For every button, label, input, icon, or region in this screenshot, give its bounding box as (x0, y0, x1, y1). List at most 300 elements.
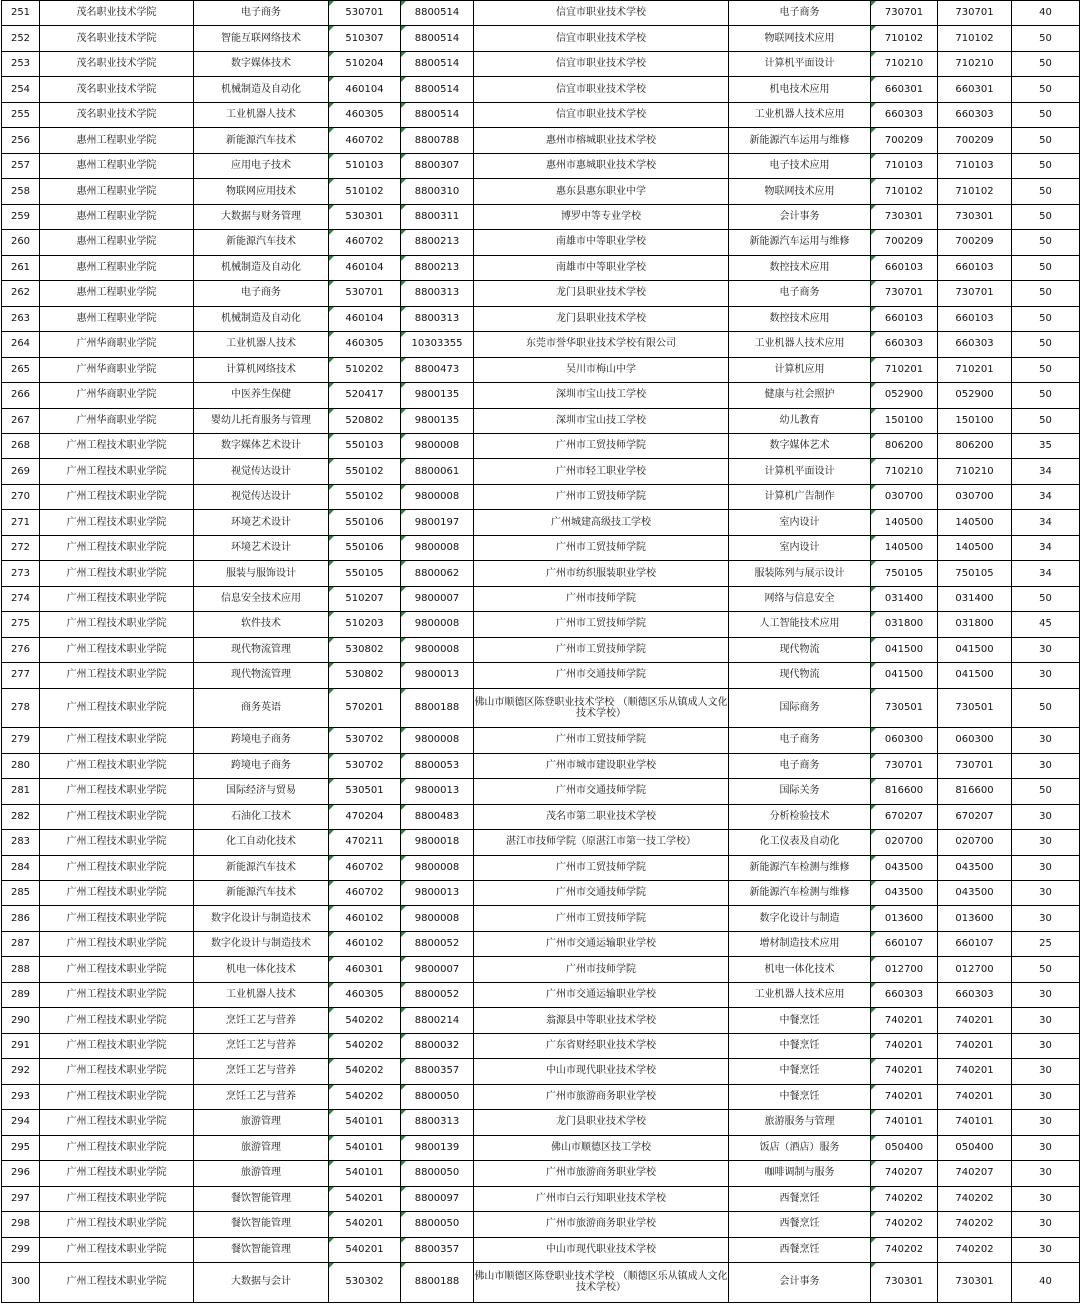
college-name: 惠州工程职业学院 (40, 204, 194, 229)
school-major-code-alt: 060300 (938, 728, 1012, 753)
plan-count: 40 (1012, 1263, 1080, 1303)
row-number: 286 (2, 906, 40, 931)
college-major-code: 460305 (329, 332, 401, 357)
school-name: 龙门县职业技术学校 (474, 1110, 729, 1135)
school-code: 8800313 (401, 281, 474, 306)
plan-count: 30 (1012, 753, 1080, 778)
school-code: 8800514 (401, 26, 474, 51)
row-number: 281 (2, 779, 40, 804)
school-code: 8800514 (401, 51, 474, 76)
table-row (2, 153, 1080, 178)
row-number: 272 (2, 535, 40, 560)
college-name: 惠州工程职业学院 (40, 255, 194, 280)
school-major: 会计事务 (729, 1263, 871, 1303)
college-name: 广州工程技术职业学院 (40, 1161, 194, 1186)
college-major-code: 540101 (329, 1110, 401, 1135)
college-name: 广州工程技术职业学院 (40, 484, 194, 509)
table-row (2, 484, 1080, 509)
table-row (2, 510, 1080, 535)
row-number: 266 (2, 383, 40, 408)
table-row (2, 1161, 1080, 1186)
school-major-code: 041500 (871, 663, 938, 688)
row-number: 300 (2, 1263, 40, 1303)
table-row (2, 332, 1080, 357)
college-major: 新能源汽车技术 (194, 230, 329, 255)
table-row (2, 77, 1080, 102)
college-major-code: 540202 (329, 1008, 401, 1033)
college-major-code: 540101 (329, 1161, 401, 1186)
school-code: 9800135 (401, 408, 474, 433)
college-major-code: 540201 (329, 1212, 401, 1237)
school-name: 惠州市惠城职业技术学校 (474, 153, 729, 178)
college-name: 广州工程技术职业学院 (40, 982, 194, 1007)
college-major: 信息安全技术应用 (194, 586, 329, 611)
college-major-code: 460104 (329, 77, 401, 102)
table-row (2, 1033, 1080, 1058)
school-major-code-alt: 043500 (938, 855, 1012, 880)
school-major: 中餐烹饪 (729, 1033, 871, 1058)
school-major: 计算机平面设计 (729, 51, 871, 76)
school-major-code: 710210 (871, 51, 938, 76)
college-major-code: 520802 (329, 408, 401, 433)
school-major-code: 031800 (871, 612, 938, 637)
row-number: 280 (2, 753, 40, 778)
table-row (2, 1110, 1080, 1135)
college-major: 跨境电子商务 (194, 728, 329, 753)
college-major: 数字媒体艺术设计 (194, 433, 329, 458)
school-code: 9800008 (401, 728, 474, 753)
school-major-code: 730701 (871, 281, 938, 306)
college-name: 惠州工程职业学院 (40, 306, 194, 331)
college-major: 化工自动化技术 (194, 830, 329, 855)
table-row (2, 561, 1080, 586)
college-name: 广州工程技术职业学院 (40, 637, 194, 662)
school-major: 健康与社会照护 (729, 383, 871, 408)
college-major-code: 460301 (329, 957, 401, 982)
school-major-code: 740201 (871, 1008, 938, 1033)
plan-count: 25 (1012, 931, 1080, 956)
school-major-code-alt: 740202 (938, 1212, 1012, 1237)
school-major-code: 140500 (871, 535, 938, 560)
college-major: 机械制造及自动化 (194, 77, 329, 102)
school-major-code: 710103 (871, 153, 938, 178)
school-major-code-alt: 740101 (938, 1110, 1012, 1135)
row-number: 270 (2, 484, 40, 509)
plan-count: 35 (1012, 433, 1080, 458)
college-name: 广州工程技术职业学院 (40, 510, 194, 535)
college-major-code: 540202 (329, 1033, 401, 1058)
row-number: 278 (2, 688, 40, 728)
plan-count: 34 (1012, 535, 1080, 560)
school-name: 惠东县惠东职业中学 (474, 179, 729, 204)
school-major: 西餐烹饪 (729, 1237, 871, 1262)
school-major-code: 700209 (871, 128, 938, 153)
school-code: 8800514 (401, 102, 474, 127)
row-number: 265 (2, 357, 40, 382)
college-major-code: 510207 (329, 586, 401, 611)
school-major-code-alt: 660103 (938, 306, 1012, 331)
school-major-code-alt: 700209 (938, 230, 1012, 255)
row-number: 253 (2, 51, 40, 76)
school-major: 饭店（酒店）服务 (729, 1135, 871, 1160)
row-number: 256 (2, 128, 40, 153)
row-number: 290 (2, 1008, 40, 1033)
school-code: 8800050 (401, 1161, 474, 1186)
college-major: 工业机器人技术 (194, 332, 329, 357)
table-row (2, 1186, 1080, 1211)
college-major: 机电一体化技术 (194, 957, 329, 982)
row-number: 288 (2, 957, 40, 982)
school-major-code: 816600 (871, 779, 938, 804)
school-major-code-alt: 710210 (938, 459, 1012, 484)
school-major-code: 660103 (871, 255, 938, 280)
school-major-code: 710210 (871, 459, 938, 484)
college-major: 新能源汽车技术 (194, 128, 329, 153)
school-major: 电子商务 (729, 1, 871, 26)
plan-count: 30 (1012, 728, 1080, 753)
college-major-code: 550103 (329, 433, 401, 458)
school-major: 旅游服务与管理 (729, 1110, 871, 1135)
college-major-code: 550106 (329, 510, 401, 535)
school-code: 9800139 (401, 1135, 474, 1160)
school-major-code: 660303 (871, 102, 938, 127)
school-major-code-alt: 041500 (938, 663, 1012, 688)
row-number: 297 (2, 1186, 40, 1211)
college-major: 大数据与财务管理 (194, 204, 329, 229)
plan-count: 50 (1012, 153, 1080, 178)
school-major-code-alt: 013600 (938, 906, 1012, 931)
table-row (2, 982, 1080, 1007)
school-major-code: 670207 (871, 804, 938, 829)
school-name: 广州市技师学院 (474, 957, 729, 982)
table-row (2, 281, 1080, 306)
college-name: 广州工程技术职业学院 (40, 688, 194, 728)
plan-count: 50 (1012, 128, 1080, 153)
school-name: 广州市旅游商务职业学校 (474, 1084, 729, 1109)
school-major-code-alt: 052900 (938, 383, 1012, 408)
college-major: 数字化设计与制造技术 (194, 906, 329, 931)
school-name: 深圳市宝山技工学校 (474, 408, 729, 433)
college-major: 烹饪工艺与营养 (194, 1084, 329, 1109)
school-code: 10303355 (401, 332, 474, 357)
school-major-code: 660103 (871, 306, 938, 331)
school-name: 信宜市职业技术学校 (474, 77, 729, 102)
plan-count: 34 (1012, 484, 1080, 509)
school-major-code: 730501 (871, 688, 938, 728)
plan-count: 50 (1012, 357, 1080, 382)
row-number: 285 (2, 880, 40, 905)
school-major: 电子商务 (729, 753, 871, 778)
college-major-code: 510102 (329, 179, 401, 204)
table-row (2, 855, 1080, 880)
row-number: 257 (2, 153, 40, 178)
row-number: 254 (2, 77, 40, 102)
college-major: 跨境电子商务 (194, 753, 329, 778)
college-major: 商务英语 (194, 688, 329, 728)
plan-count: 30 (1012, 1008, 1080, 1033)
row-number: 251 (2, 1, 40, 26)
college-major: 计算机网络技术 (194, 357, 329, 382)
row-number: 255 (2, 102, 40, 127)
plan-count: 30 (1012, 855, 1080, 880)
school-major: 数控技术应用 (729, 306, 871, 331)
college-name: 茂名职业技术学院 (40, 102, 194, 127)
college-major-code: 540202 (329, 1059, 401, 1084)
college-name: 惠州工程职业学院 (40, 230, 194, 255)
school-major-code-alt: 660303 (938, 982, 1012, 1007)
school-name: 广州市技师学院 (474, 586, 729, 611)
row-number: 271 (2, 510, 40, 535)
school-code: 8800032 (401, 1033, 474, 1058)
row-number: 279 (2, 728, 40, 753)
school-code: 8800788 (401, 128, 474, 153)
school-major-code-alt: 806200 (938, 433, 1012, 458)
school-code: 8800514 (401, 1, 474, 26)
school-major-code: 150100 (871, 408, 938, 433)
school-code: 9800008 (401, 535, 474, 560)
plan-count: 50 (1012, 332, 1080, 357)
college-name: 广州工程技术职业学院 (40, 561, 194, 586)
school-code: 9800008 (401, 612, 474, 637)
row-number: 273 (2, 561, 40, 586)
school-code: 8800188 (401, 1263, 474, 1303)
college-name: 广州工程技术职业学院 (40, 1008, 194, 1033)
college-major-code: 530701 (329, 1, 401, 26)
school-major-code-alt: 740201 (938, 1008, 1012, 1033)
school-major: 机电技术应用 (729, 77, 871, 102)
school-major-code-alt: 740201 (938, 1084, 1012, 1109)
college-major-code: 460102 (329, 906, 401, 931)
school-major: 数字媒体艺术 (729, 433, 871, 458)
table-row (2, 102, 1080, 127)
school-major-code: 730301 (871, 204, 938, 229)
table-row (2, 880, 1080, 905)
school-major-code-alt: 030700 (938, 484, 1012, 509)
college-major: 烹饪工艺与营养 (194, 1008, 329, 1033)
college-name: 广州工程技术职业学院 (40, 459, 194, 484)
school-major: 增材制造技术应用 (729, 931, 871, 956)
college-major-code: 570201 (329, 688, 401, 728)
school-major: 新能源汽车运用与维修 (729, 128, 871, 153)
plan-count: 30 (1012, 982, 1080, 1007)
table-row (2, 433, 1080, 458)
college-major: 应用电子技术 (194, 153, 329, 178)
college-name: 广州工程技术职业学院 (40, 433, 194, 458)
table-row (2, 1237, 1080, 1262)
school-major-code: 730701 (871, 1, 938, 26)
admission-plan-table (1, 0, 1080, 1303)
table-row (2, 51, 1080, 76)
school-code: 8800062 (401, 561, 474, 586)
school-name: 广州市城市建设职业学校 (474, 753, 729, 778)
table-row (2, 1, 1080, 26)
college-major-code: 550102 (329, 484, 401, 509)
school-name: 广州市纺织服装职业学校 (474, 561, 729, 586)
school-major: 电子技术应用 (729, 153, 871, 178)
school-major: 数控技术应用 (729, 255, 871, 280)
plan-count: 30 (1012, 1212, 1080, 1237)
college-name: 广州工程技术职业学院 (40, 535, 194, 560)
school-code: 9800008 (401, 855, 474, 880)
row-number: 283 (2, 830, 40, 855)
school-major-code-alt: 710102 (938, 179, 1012, 204)
school-major-code: 740202 (871, 1212, 938, 1237)
college-major: 视觉传达设计 (194, 459, 329, 484)
school-major: 工业机器人技术应用 (729, 982, 871, 1007)
plan-count: 30 (1012, 1059, 1080, 1084)
school-major-code-alt: 020700 (938, 830, 1012, 855)
college-name: 广州工程技术职业学院 (40, 1059, 194, 1084)
college-major: 机械制造及自动化 (194, 255, 329, 280)
row-number: 260 (2, 230, 40, 255)
college-major: 数字媒体技术 (194, 51, 329, 76)
school-major: 现代物流 (729, 637, 871, 662)
row-number: 259 (2, 204, 40, 229)
school-code: 8800357 (401, 1059, 474, 1084)
school-major-code-alt: 660107 (938, 931, 1012, 956)
college-major-code: 530302 (329, 1263, 401, 1303)
school-major-code-alt: 150100 (938, 408, 1012, 433)
school-name: 龙门县职业技术学校 (474, 281, 729, 306)
school-code: 8800214 (401, 1008, 474, 1033)
school-major: 现代物流 (729, 663, 871, 688)
plan-count: 30 (1012, 1186, 1080, 1211)
college-name: 广州工程技术职业学院 (40, 931, 194, 956)
school-major: 新能源汽车运用与维修 (729, 230, 871, 255)
plan-count: 34 (1012, 561, 1080, 586)
school-name: 佛山市顺德区陈登职业技术学校 （顺德区乐从镇成人文化技术学校） (474, 688, 729, 728)
plan-count: 34 (1012, 459, 1080, 484)
school-major-code: 013600 (871, 906, 938, 931)
table-row (2, 535, 1080, 560)
school-name: 龙门县职业技术学校 (474, 306, 729, 331)
college-major-code: 460102 (329, 931, 401, 956)
plan-count: 30 (1012, 1135, 1080, 1160)
school-major-code: 660301 (871, 77, 938, 102)
college-major-code: 550105 (329, 561, 401, 586)
college-major-code: 460104 (329, 306, 401, 331)
table-row (2, 728, 1080, 753)
college-major-code: 460702 (329, 128, 401, 153)
school-name: 广州市交通技师学院 (474, 880, 729, 905)
table-row (2, 637, 1080, 662)
plan-count: 50 (1012, 408, 1080, 433)
row-number: 269 (2, 459, 40, 484)
school-major-code: 740101 (871, 1110, 938, 1135)
college-name: 广州工程技术职业学院 (40, 1135, 194, 1160)
college-major: 餐饮智能管理 (194, 1186, 329, 1211)
college-name: 惠州工程职业学院 (40, 153, 194, 178)
college-major-code: 520417 (329, 383, 401, 408)
college-major-code: 460104 (329, 255, 401, 280)
college-name: 广州工程技术职业学院 (40, 779, 194, 804)
college-major: 服装与服饰设计 (194, 561, 329, 586)
row-number: 267 (2, 408, 40, 433)
school-major-code-alt: 740202 (938, 1237, 1012, 1262)
row-number: 277 (2, 663, 40, 688)
school-code: 8800188 (401, 688, 474, 728)
school-code: 8800514 (401, 77, 474, 102)
school-code: 8800310 (401, 179, 474, 204)
row-number: 268 (2, 433, 40, 458)
college-name: 广州工程技术职业学院 (40, 1110, 194, 1135)
row-number: 258 (2, 179, 40, 204)
school-code: 8800050 (401, 1084, 474, 1109)
college-major: 环境艺术设计 (194, 535, 329, 560)
table-row (2, 255, 1080, 280)
plan-count: 50 (1012, 306, 1080, 331)
school-major-code-alt: 740201 (938, 1033, 1012, 1058)
school-major: 中餐烹饪 (729, 1059, 871, 1084)
row-number: 293 (2, 1084, 40, 1109)
school-name: 信宜市职业技术学校 (474, 26, 729, 51)
school-name: 中山市现代职业技术学校 (474, 1059, 729, 1084)
school-major-code-alt: 740202 (938, 1186, 1012, 1211)
table-row (2, 459, 1080, 484)
school-name: 南雄市中等职业学校 (474, 230, 729, 255)
college-major-code: 470204 (329, 804, 401, 829)
college-name: 广州华商职业学院 (40, 383, 194, 408)
school-major: 物联网技术应用 (729, 179, 871, 204)
school-major: 物联网技术应用 (729, 26, 871, 51)
college-major-code: 510204 (329, 51, 401, 76)
college-major: 智能互联网络技术 (194, 26, 329, 51)
college-major: 烹饪工艺与营养 (194, 1059, 329, 1084)
school-code: 8800313 (401, 306, 474, 331)
school-code: 9800197 (401, 510, 474, 535)
table-row (2, 128, 1080, 153)
school-name: 广州市工贸技师学院 (474, 728, 729, 753)
school-name: 广州市交通技师学院 (474, 779, 729, 804)
school-major: 工业机器人技术应用 (729, 102, 871, 127)
table-row (2, 230, 1080, 255)
plan-count: 40 (1012, 1, 1080, 26)
school-major-code: 740201 (871, 1084, 938, 1109)
school-code: 9800008 (401, 484, 474, 509)
school-name: 信宜市职业技术学校 (474, 1, 729, 26)
college-name: 广州工程技术职业学院 (40, 663, 194, 688)
college-name: 广州工程技术职业学院 (40, 830, 194, 855)
school-code: 9800008 (401, 906, 474, 931)
college-major-code: 550106 (329, 535, 401, 560)
school-name: 南雄市中等职业学校 (474, 255, 729, 280)
college-major-code: 460305 (329, 102, 401, 127)
school-major-code-alt: 041500 (938, 637, 1012, 662)
school-major: 新能源汽车检测与维修 (729, 880, 871, 905)
college-major-code: 540201 (329, 1237, 401, 1262)
college-major-code: 530802 (329, 663, 401, 688)
school-major: 新能源汽车检测与维修 (729, 855, 871, 880)
plan-count: 30 (1012, 1237, 1080, 1262)
school-code: 8800307 (401, 153, 474, 178)
school-code: 9800007 (401, 586, 474, 611)
school-name: 广州市旅游商务职业学校 (474, 1212, 729, 1237)
college-major: 电子商务 (194, 1, 329, 26)
school-major-code-alt: 730701 (938, 1, 1012, 26)
row-number: 276 (2, 637, 40, 662)
college-major: 旅游管理 (194, 1110, 329, 1135)
college-major: 现代物流管理 (194, 637, 329, 662)
plan-count: 30 (1012, 1084, 1080, 1109)
school-major-code-alt: 043500 (938, 880, 1012, 905)
college-major: 旅游管理 (194, 1161, 329, 1186)
college-major-code: 530702 (329, 728, 401, 753)
plan-count: 50 (1012, 688, 1080, 728)
college-major: 婴幼儿托育服务与管理 (194, 408, 329, 433)
plan-count: 50 (1012, 255, 1080, 280)
school-name: 翁源县中等职业技术学校 (474, 1008, 729, 1033)
college-name: 广州工程技术职业学院 (40, 612, 194, 637)
